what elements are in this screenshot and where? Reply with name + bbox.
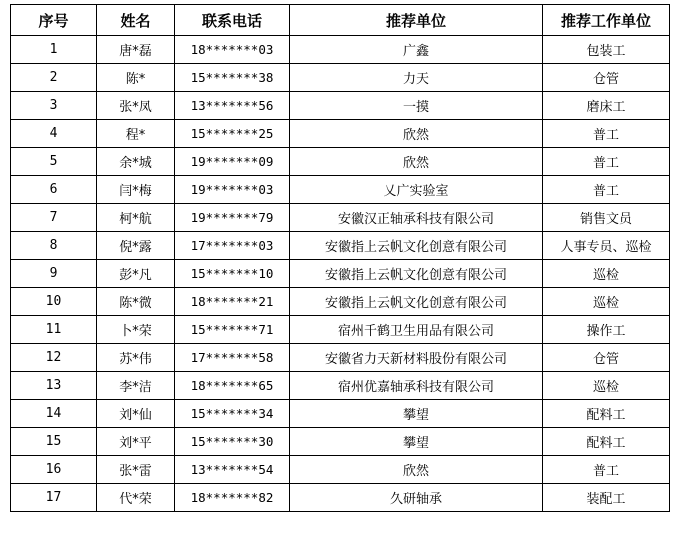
header-index[interactable]: 序号 bbox=[11, 5, 97, 36]
cell-name[interactable]: 柯*航 bbox=[97, 204, 175, 232]
cell-phone[interactable]: 15*******25 bbox=[175, 120, 290, 148]
cell-job[interactable]: 销售文员 bbox=[543, 204, 670, 232]
cell-job[interactable]: 巡检 bbox=[543, 260, 670, 288]
cell-phone[interactable]: 15*******71 bbox=[175, 316, 290, 344]
cell-phone[interactable]: 19*******03 bbox=[175, 176, 290, 204]
cell-job[interactable]: 操作工 bbox=[543, 316, 670, 344]
table-row bbox=[11, 120, 670, 148]
table-row bbox=[11, 36, 670, 64]
cell-unit[interactable]: 安徽省力天新材料股份有限公司 bbox=[290, 344, 543, 372]
cell-job[interactable]: 配料工 bbox=[543, 400, 670, 428]
cell-unit[interactable]: 宿州优嘉轴承科技有限公司 bbox=[290, 372, 543, 400]
table-row bbox=[11, 204, 670, 232]
cell-phone[interactable]: 17*******03 bbox=[175, 232, 290, 260]
cell-index[interactable]: 15 bbox=[11, 428, 97, 456]
cell-phone[interactable]: 18*******03 bbox=[175, 36, 290, 64]
cell-job[interactable]: 巡检 bbox=[543, 372, 670, 400]
cell-job[interactable]: 普工 bbox=[543, 176, 670, 204]
table-row bbox=[11, 92, 670, 120]
cell-job[interactable]: 人事专员、巡检 bbox=[543, 232, 670, 260]
cell-name[interactable]: 卜*荣 bbox=[97, 316, 175, 344]
cell-unit[interactable]: 一摸 bbox=[290, 92, 543, 120]
cell-unit[interactable]: 乂广实验室 bbox=[290, 176, 543, 204]
cell-name[interactable]: 陈* bbox=[97, 64, 175, 92]
table-row bbox=[11, 316, 670, 344]
cell-job[interactable]: 巡检 bbox=[543, 288, 670, 316]
cell-job[interactable]: 仓管 bbox=[543, 344, 670, 372]
header-name[interactable]: 姓名 bbox=[97, 5, 175, 36]
cell-job[interactable]: 普工 bbox=[543, 456, 670, 484]
cell-job[interactable]: 包装工 bbox=[543, 36, 670, 64]
table-row bbox=[11, 148, 670, 176]
cell-phone[interactable]: 15*******10 bbox=[175, 260, 290, 288]
cell-phone[interactable]: 15*******34 bbox=[175, 400, 290, 428]
cell-job[interactable]: 普工 bbox=[543, 148, 670, 176]
cell-index[interactable]: 17 bbox=[11, 484, 97, 512]
cell-name[interactable]: 苏*伟 bbox=[97, 344, 175, 372]
cell-index[interactable]: 16 bbox=[11, 456, 97, 484]
cell-phone[interactable]: 15*******30 bbox=[175, 428, 290, 456]
cell-phone[interactable]: 19*******09 bbox=[175, 148, 290, 176]
cell-unit[interactable]: 安徽汉正轴承科技有限公司 bbox=[290, 204, 543, 232]
cell-job[interactable]: 装配工 bbox=[543, 484, 670, 512]
cell-phone[interactable]: 18*******82 bbox=[175, 484, 290, 512]
cell-phone[interactable]: 19*******79 bbox=[175, 204, 290, 232]
referral-table bbox=[10, 4, 670, 512]
cell-phone[interactable]: 18*******21 bbox=[175, 288, 290, 316]
table-row bbox=[11, 484, 670, 512]
cell-job[interactable]: 普工 bbox=[543, 120, 670, 148]
spreadsheet bbox=[10, 4, 670, 512]
cell-phone[interactable]: 15*******38 bbox=[175, 64, 290, 92]
cell-unit[interactable]: 力天 bbox=[290, 64, 543, 92]
cell-phone[interactable]: 13*******56 bbox=[175, 92, 290, 120]
table-row bbox=[11, 64, 670, 92]
cell-name[interactable]: 张*凤 bbox=[97, 92, 175, 120]
header-job[interactable]: 推荐工作单位 bbox=[543, 5, 670, 36]
cell-index[interactable]: 9 bbox=[11, 260, 97, 288]
table-row bbox=[11, 456, 670, 484]
cell-job[interactable]: 仓管 bbox=[543, 64, 670, 92]
table-row bbox=[11, 232, 670, 260]
cell-name[interactable]: 余*城 bbox=[97, 148, 175, 176]
cell-unit[interactable]: 安徽指上云帆文化创意有限公司 bbox=[290, 288, 543, 316]
cell-index[interactable]: 5 bbox=[11, 148, 97, 176]
table-row bbox=[11, 260, 670, 288]
cell-index[interactable]: 13 bbox=[11, 372, 97, 400]
cell-phone[interactable]: 18*******65 bbox=[175, 372, 290, 400]
cell-job[interactable]: 配料工 bbox=[543, 428, 670, 456]
cell-name[interactable]: 李*洁 bbox=[97, 372, 175, 400]
header-phone[interactable]: 联系电话 bbox=[175, 5, 290, 36]
cell-unit[interactable]: 攀望 bbox=[290, 428, 543, 456]
cell-phone[interactable]: 13*******54 bbox=[175, 456, 290, 484]
cell-name[interactable]: 陈*微 bbox=[97, 288, 175, 316]
cell-name[interactable]: 刘*平 bbox=[97, 428, 175, 456]
cell-index[interactable]: 2 bbox=[11, 64, 97, 92]
cell-job[interactable]: 磨床工 bbox=[543, 92, 670, 120]
cell-name[interactable]: 倪*露 bbox=[97, 232, 175, 260]
cell-index[interactable]: 11 bbox=[11, 316, 97, 344]
cell-index[interactable]: 4 bbox=[11, 120, 97, 148]
cell-name[interactable]: 刘*仙 bbox=[97, 400, 175, 428]
table-row bbox=[11, 428, 670, 456]
table-body bbox=[11, 36, 670, 512]
cell-unit[interactable]: 久研轴承 bbox=[290, 484, 543, 512]
cell-index[interactable]: 14 bbox=[11, 400, 97, 428]
cell-index[interactable]: 1 bbox=[11, 36, 97, 64]
table-row bbox=[11, 344, 670, 372]
table-row bbox=[11, 372, 670, 400]
cell-name[interactable]: 彭*凡 bbox=[97, 260, 175, 288]
cell-unit[interactable]: 安徽指上云帆文化创意有限公司 bbox=[290, 232, 543, 260]
cell-index[interactable]: 3 bbox=[11, 92, 97, 120]
cell-name[interactable]: 闫*梅 bbox=[97, 176, 175, 204]
header-unit[interactable]: 推荐单位 bbox=[290, 5, 543, 36]
cell-name[interactable]: 唐*磊 bbox=[97, 36, 175, 64]
cell-name[interactable]: 代*荣 bbox=[97, 484, 175, 512]
table-header bbox=[11, 5, 670, 36]
cell-index[interactable]: 7 bbox=[11, 204, 97, 232]
table-row bbox=[11, 176, 670, 204]
cell-unit[interactable]: 欣然 bbox=[290, 456, 543, 484]
cell-unit[interactable]: 攀望 bbox=[290, 400, 543, 428]
cell-phone[interactable]: 17*******58 bbox=[175, 344, 290, 372]
cell-unit[interactable]: 宿州千鹤卫生用品有限公司 bbox=[290, 316, 543, 344]
cell-name[interactable]: 程* bbox=[97, 120, 175, 148]
cell-unit[interactable]: 欣然 bbox=[290, 148, 543, 176]
cell-index[interactable]: 8 bbox=[11, 232, 97, 260]
cell-index[interactable]: 12 bbox=[11, 344, 97, 372]
cell-unit[interactable]: 欣然 bbox=[290, 120, 543, 148]
cell-unit[interactable]: 安徽指上云帆文化创意有限公司 bbox=[290, 260, 543, 288]
cell-name[interactable]: 张*雷 bbox=[97, 456, 175, 484]
cell-index[interactable]: 10 bbox=[11, 288, 97, 316]
cell-unit[interactable]: 广鑫 bbox=[290, 36, 543, 64]
table-row bbox=[11, 288, 670, 316]
cell-index[interactable]: 6 bbox=[11, 176, 97, 204]
header-row bbox=[11, 5, 670, 36]
table-row bbox=[11, 400, 670, 428]
